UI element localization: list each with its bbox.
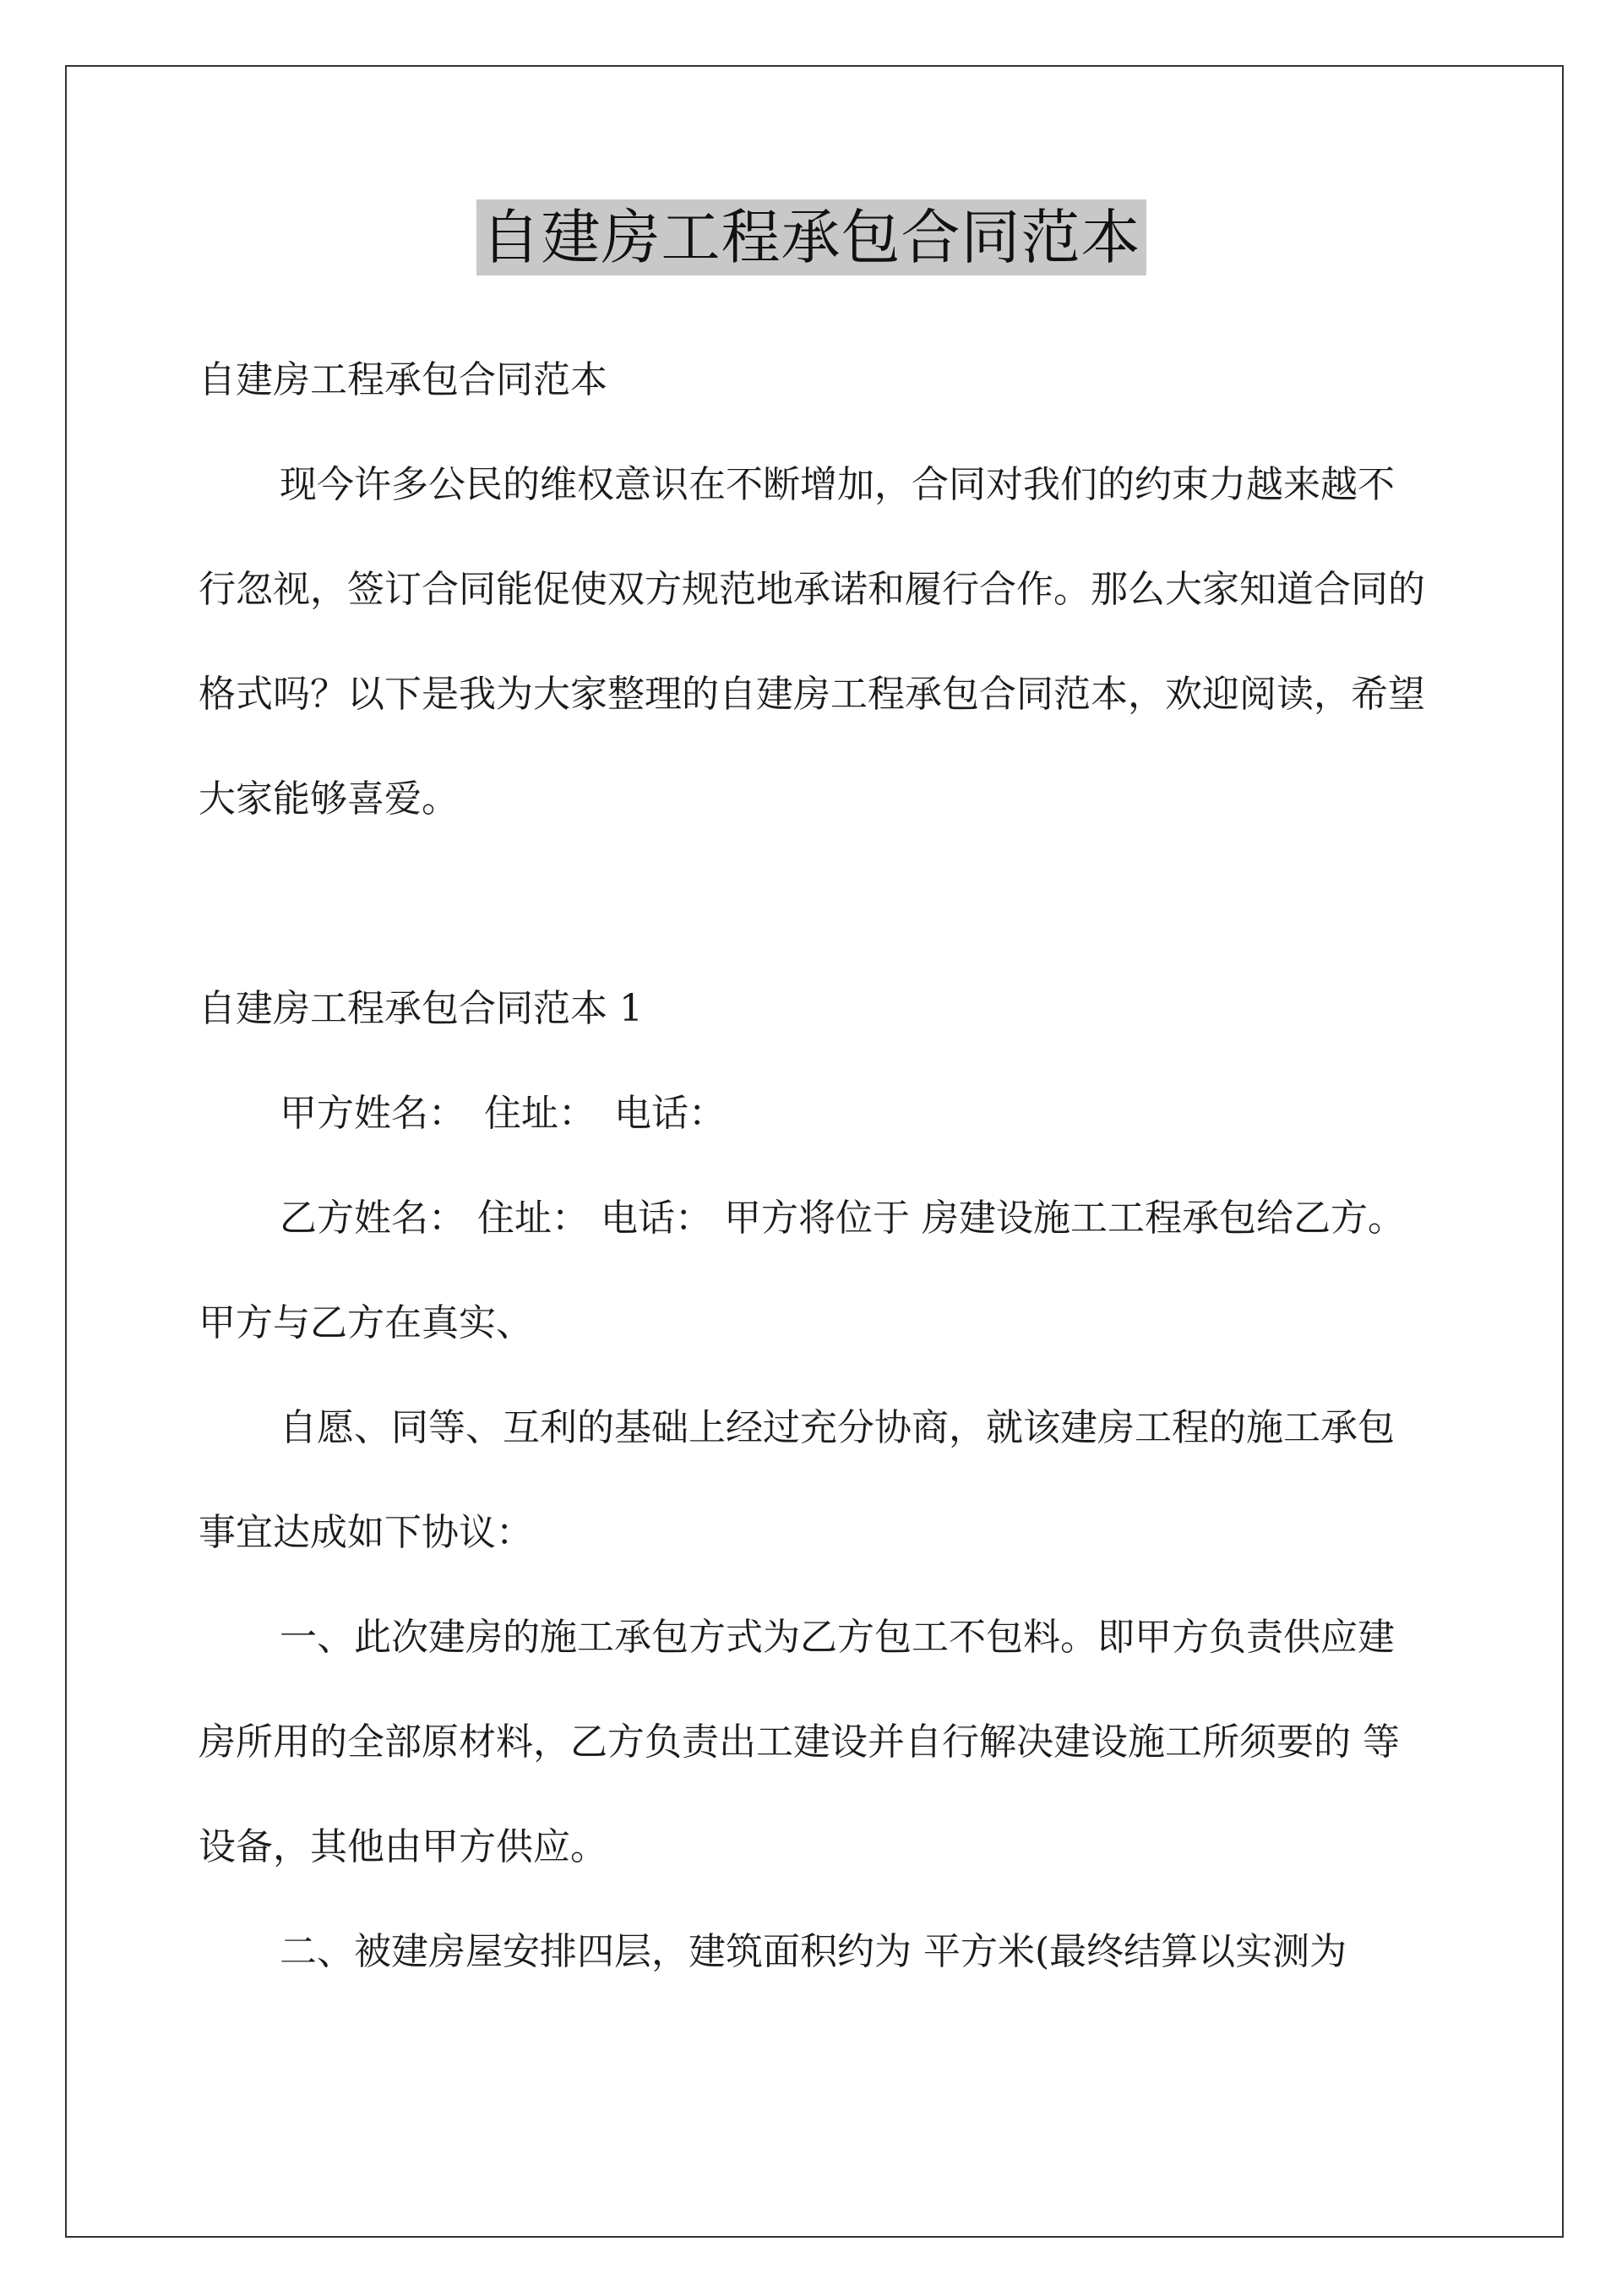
section-heading: 自建房工程承包合同范本 1 (199, 987, 643, 1030)
document-title: 自建房工程承包合同范本 (476, 199, 1146, 275)
document-body (199, 328, 1430, 2004)
paragraph-spacer (199, 852, 1430, 957)
intro-paragraph: 现今许多公民的维权意识在不断增加，合同对我们的约束力越来越不行忽视，签订合同能促使双方规范地承诺和履行合作。那么大家知道合同的格式吗？以下是我为大家整理的自建房工程承包合同范本，欢迎阅读，希望大家能够喜爱。 (199, 463, 1425, 821)
agreement-paragraph: 自愿、同等、互利的基础上经过充分协商，就该建房工程的施工承包事宜达成如下协议： (199, 1406, 1395, 1554)
title-container (0, 199, 1622, 275)
party-a-line: 甲方姓名： 住址： 电话： (280, 1092, 726, 1135)
clause-1-paragraph: 一、此次建房的施工承包方式为乙方包工不包料。即甲方负责供应建房所用的全部原材料，乙方负责出工建设并自行解决建设施工所须要的 等设备，其他由甲方供应。 (199, 1616, 1400, 1868)
party-b-paragraph: 乙方姓名： 住址： 电话： 甲方将位于 房建设施工工程承包给乙方。甲方与乙方在真实、 (199, 1197, 1405, 1344)
clause-2-paragraph: 二、被建房屋安排四层，建筑面积约为 平方米(最终结算以实测为 (280, 1930, 1347, 1973)
document-subtitle: 自建房工程承包合同范本 (199, 358, 607, 401)
